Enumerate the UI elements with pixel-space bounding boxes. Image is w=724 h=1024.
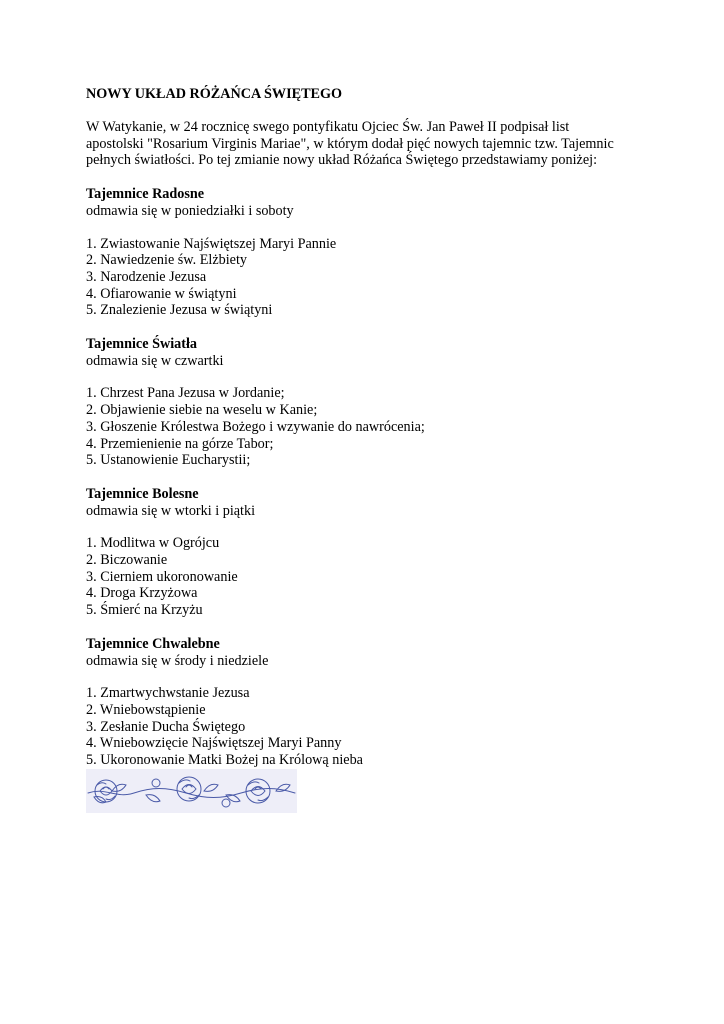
section-subtitle: odmawia się w czwartki — [86, 352, 224, 369]
list-item: 1. Zmartwychwstanie Jezusa — [86, 685, 250, 702]
mysteries-list — [86, 236, 646, 320]
intro-line: W Watykanie, w 24 rocznicę swego pontyfikatu Ojciec Św. Jan Paweł II podpisał list — [86, 119, 570, 135]
list-item: 2. Wniebowstąpienie — [86, 701, 206, 718]
list-item: 3. Cierniem ukoronowanie — [86, 568, 238, 585]
section-heading: Tajemnice Radosne — [86, 186, 205, 203]
document-title: NOWY UKŁAD RÓŻAŃCA ŚWIĘTEGO — [86, 86, 343, 102]
rose-border-icon — [86, 769, 297, 813]
section-heading: Tajemnice Światła — [86, 336, 197, 353]
list-item: 2. Objawienie siebie na weselu w Kanie; — [86, 402, 318, 419]
mysteries-list — [86, 535, 646, 619]
section-heading: Tajemnice Bolesne — [86, 485, 199, 502]
list-item: 1. Modlitwa w Ogrójcu — [86, 535, 220, 552]
section-bolesne — [86, 486, 646, 619]
section-heading: Tajemnice Chwalebne — [86, 635, 220, 652]
intro-line: apostolski "Rosarium Virginis Mariae", w którym dodał pięć nowych tajemnic tzw. Tajemnic — [86, 135, 614, 152]
list-item: 4. Ofiarowanie w świątyni — [86, 285, 237, 302]
list-item: 4. Wniebowzięcie Najświętszej Maryi Panny — [86, 735, 342, 752]
section-chwalebne — [86, 636, 646, 769]
list-item: 4. Przemienienie na górze Tabor; — [86, 435, 274, 452]
list-item: 1. Zwiastowanie Najświętszej Maryi Pannie — [86, 235, 337, 252]
document-page — [86, 86, 646, 783]
section-radosne — [86, 186, 646, 319]
section-subtitle: odmawia się w środy i niedziele — [86, 652, 269, 669]
mysteries-list — [86, 685, 646, 769]
list-item: 2. Nawiedzenie św. Elżbiety — [86, 252, 247, 269]
mysteries-list — [86, 385, 646, 469]
list-item: 1. Chrzest Pana Jezusa w Jordanie; — [86, 385, 285, 402]
list-item: 5. Ukoronowanie Matki Bożej na Królową nieba — [86, 752, 363, 769]
intro-line: pełnych światłości. Po tej zmianie nowy układ Różańca Świętego przedstawiamy poniżej: — [86, 152, 598, 169]
list-item: 3. Zesłanie Ducha Świętego — [86, 718, 246, 735]
section-subtitle: odmawia się w poniedziałki i soboty — [86, 202, 294, 219]
list-item: 3. Narodzenie Jezusa — [86, 268, 207, 285]
list-item: 3. Głoszenie Królestwa Bożego i wzywanie do nawrócenia; — [86, 418, 425, 435]
section-subtitle: odmawia się w wtorki i piątki — [86, 502, 256, 519]
section-swiatla — [86, 336, 646, 469]
list-item: 2. Biczowanie — [86, 552, 168, 569]
list-item: 4. Droga Krzyżowa — [86, 585, 198, 602]
intro-paragraph — [86, 119, 646, 169]
list-item: 5. Śmierć na Krzyżu — [86, 602, 203, 619]
list-item: 5. Znalezienie Jezusa w świątyni — [86, 302, 273, 319]
list-item: 5. Ustanowienie Eucharystii; — [86, 452, 251, 469]
